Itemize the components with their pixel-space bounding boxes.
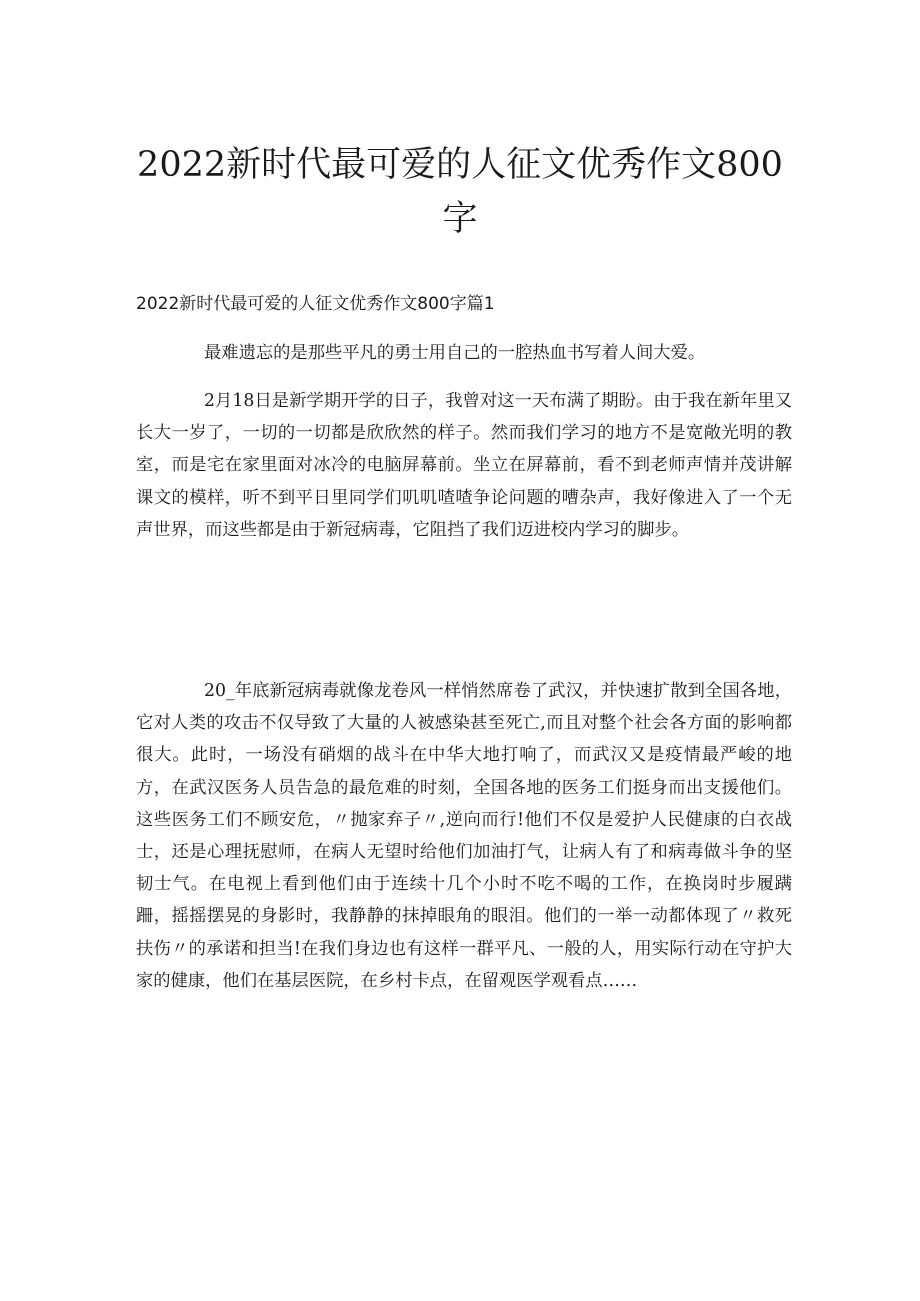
- document-title: [120, 138, 800, 246]
- section-heading: 2022新时代最可爱的人征文优秀作文800字篇1: [136, 294, 495, 314]
- title-line-2: 字: [442, 199, 478, 239]
- paragraph-1: 最难遗忘的是那些平凡的勇士用自己的一腔热血书写着人间大爱。: [204, 343, 706, 363]
- title-line-1: 2022新时代最可爱的人征文优秀作文800: [137, 145, 783, 185]
- paragraph-3: 20_年底新冠病毒就像龙卷风一样悄然席卷了武汉，并快速扩散到全国各地，它对人类的攻击不仅导致了大量的人被感染甚至死亡,而且对整个社会各方面的影响都很大。此时，一场没有硝烟的战斗在中华大地打响了，而武汉又是疫情最严峻的地方，在武汉医务人员告急的最危难的时刻，全国各地的医务工们挺身而出支援他们。这些医务工们不顾安危，〃抛家弃子〃,逆向而行!他们不仅是爱护人民健康的白衣战士，还是心理抚慰师，在病人无望时给他们加油打气，让病人有了和病毒做斗争的坚韧士气。在电视上看到他们由于连续十几个小时不吃不喝的工作，在换岗时步履蹒跚，摇摇摆晃的身影时，我静静的抹掉眼角的眼泪。他们的一举一动都体现了〃救死扶伤〃的承诺和担当!在我们身边也有这样一群平凡、一般的人，用实际行动在守护大家的健康，他们在基层医院，在乡村卡点，在留观医学观看点……: [136, 681, 792, 991]
- paragraph-2: 2月18日是新学期开学的日子，我曾对这一天布满了期盼。由于我在新年里又长大一岁了，一切的一切都是欣欣然的样子。然而我们学习的地方不是宽敞光明的教室，而是宅在家里面对冰冷的电脑屏幕前。坐立在屏幕前，看不到老师声情并茂讲解课文的模样，听不到平日里同学们叽叽喳喳争论问题的嘈杂声，我好像进入了一个无声世界，而这些都是由于新冠病毒，它阻挡了我们迈进校内学习的脚步。: [136, 391, 792, 540]
